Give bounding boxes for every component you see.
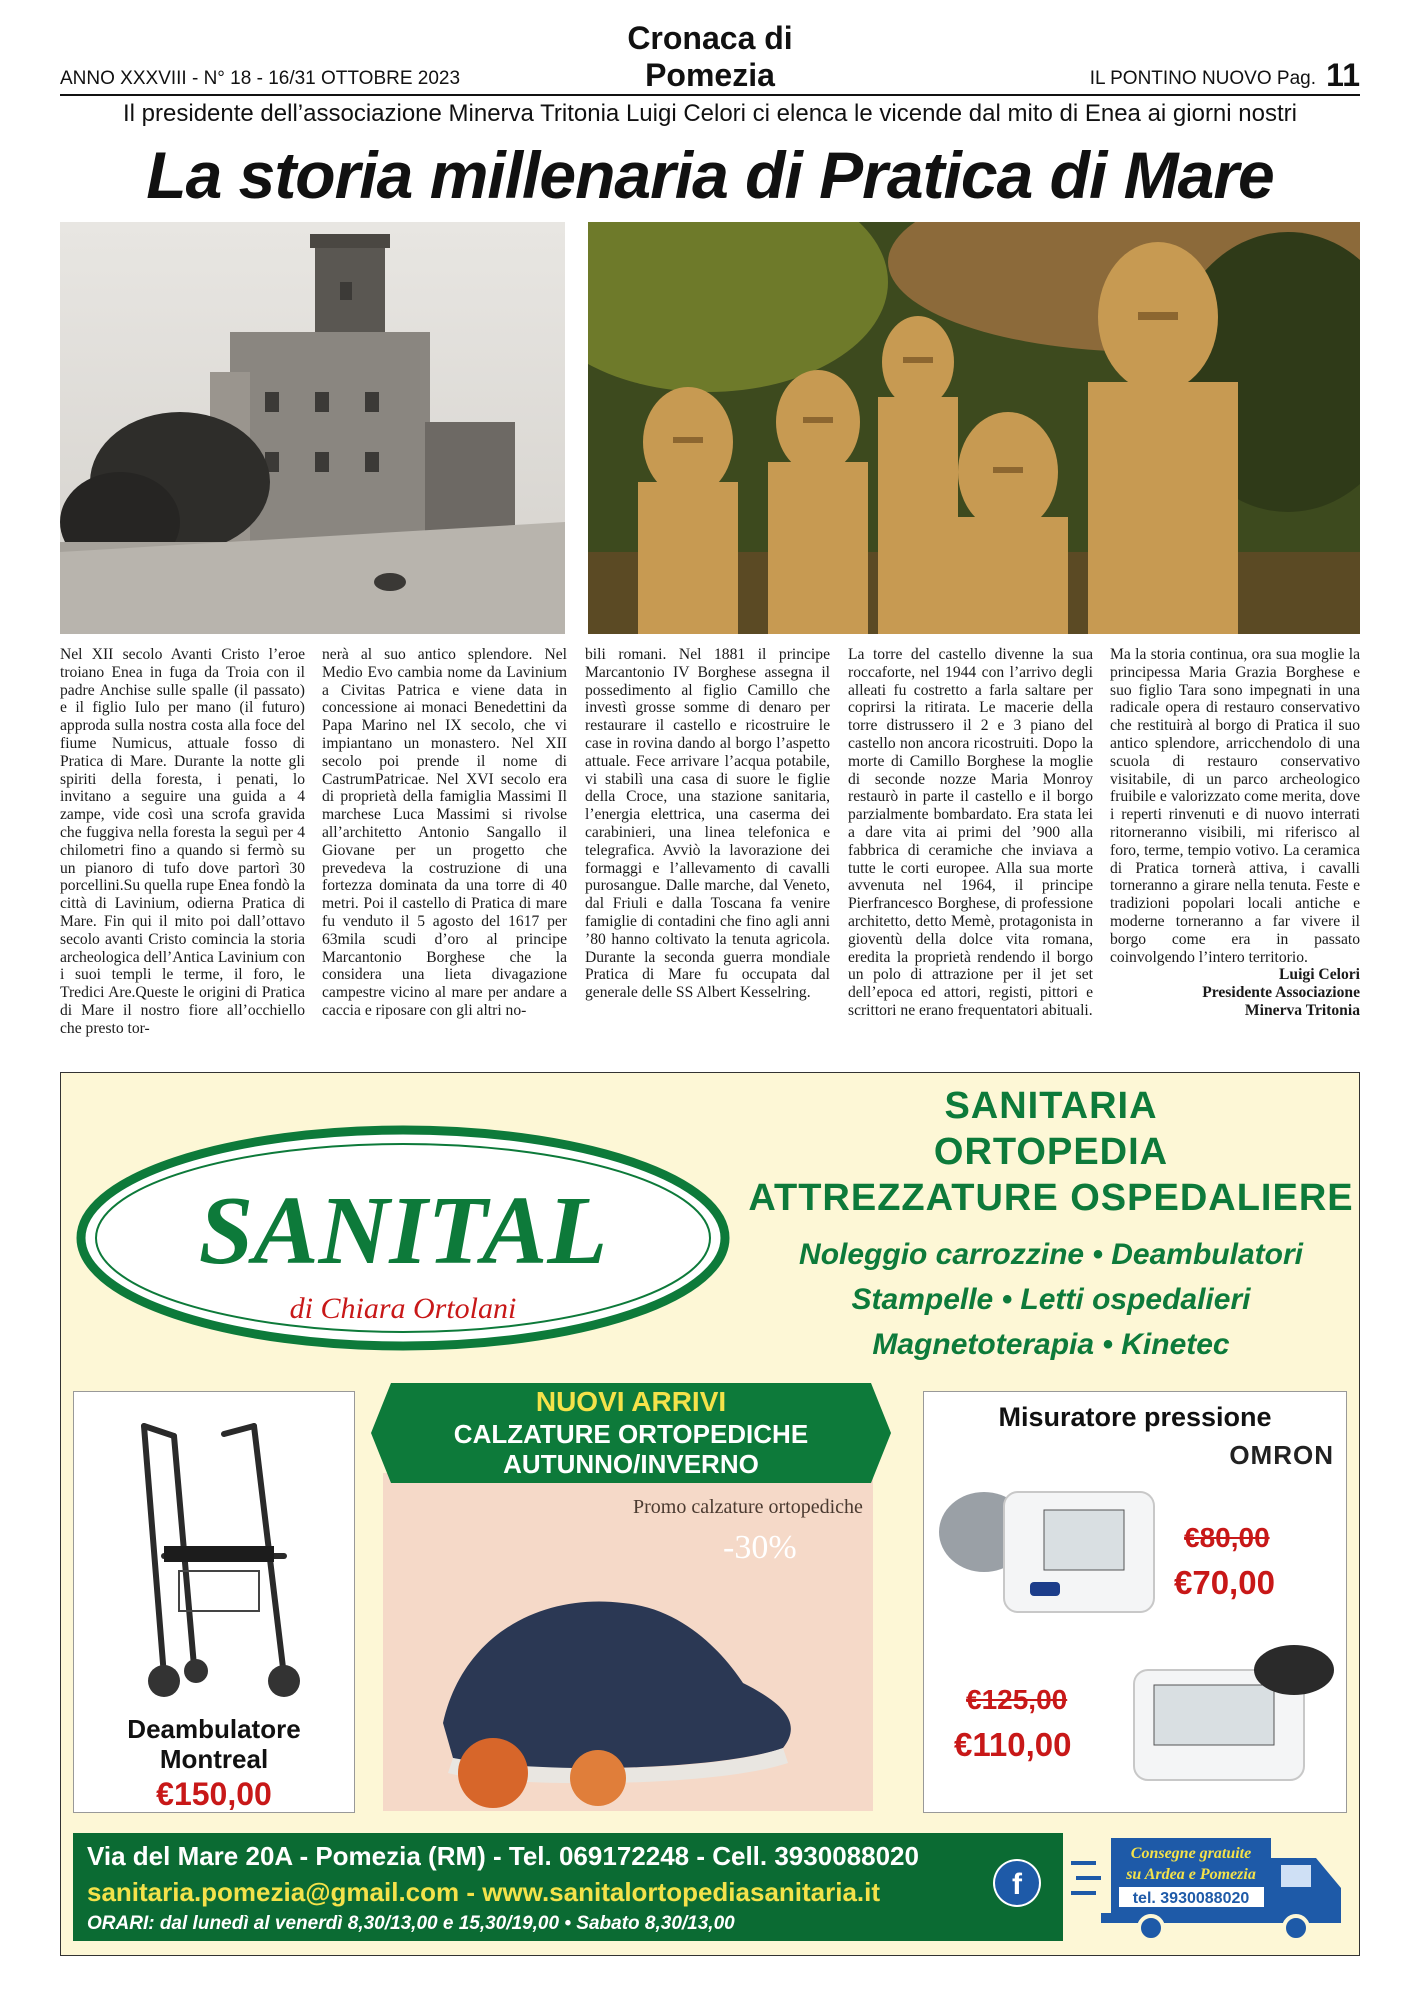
article-column-2 [322, 646, 567, 1058]
opening-hours: ORARI: dal lunedì al venerdì 8,30/13,00 e 15,30/19,00 • Sabato 8,30/13,00 [87, 1913, 735, 1934]
bp-new-price-2: €110,00 [954, 1726, 1072, 1763]
sanital-advertisement [60, 1072, 1360, 1956]
walker-name-line: Deambulatore [127, 1714, 301, 1744]
walker-product-box [73, 1391, 355, 1813]
svg-text:f: f [1012, 1868, 1022, 1901]
address: Via del Mare 20A - Pomezia (RM) - Tel. 069172248 - Cell. 3930088020 [87, 1841, 919, 1871]
paper-name: IL PONTINO NUOVO Pag. [1089, 68, 1316, 89]
logo-subtitle: di Chiara Ortolani [289, 1292, 517, 1325]
logo-text: SANITAL [198, 1177, 608, 1285]
bp-title: Misuratore pressione [998, 1402, 1272, 1432]
page-number: 11 [1326, 57, 1360, 93]
article-column-4 [848, 646, 1093, 1058]
article-column-5 [1110, 646, 1360, 1058]
banner-line: CALZATURE ORTOPEDICHE [453, 1419, 809, 1449]
walker-name [74, 1714, 354, 1774]
service-line: Magnetoterapia • Kinetec [872, 1328, 1230, 1361]
delivery-line: su Ardea e Pomezia [1126, 1866, 1256, 1883]
promo-label: Promo calzature ortopediche [633, 1496, 863, 1518]
sanital-logo [73, 1123, 733, 1353]
shoe-banner [361, 1373, 901, 1493]
shoe-image [383, 1473, 873, 1811]
category-sanitaria: SANITARIA [944, 1085, 1158, 1127]
article-text: Ma la storia continua, ora sua moglie la principessa Maria Grazia Borghese e suo figlio Tara sono impegnati in una radicale opera di restauro conservativo che restituirà al borgo di Pratica il suo antico splendore, arricchendolo di una scuola di restauro conservativo visitabile, di un parco archeologico fruibile e valorizzato come merita, dove i reperti rinvenuti e di nuovo interrati ritorneranno visibili, mi riferisco al foro, terme, tempio votivo. La ceramica di Pratica tornerà attiva, i cavalli torneranno a girare nella tenuta. Feste e tradizioni popolari locali antiche e moderne torneranno a far vivere il borgo come era in passato coinvolgendo l’intero territorio. [1110, 646, 1360, 966]
discount-label: -30% [723, 1529, 797, 1566]
walker-name-line: Montreal [159, 1744, 269, 1774]
bp-brand: OMRON [1229, 1440, 1334, 1470]
article-column-3 [585, 646, 830, 1058]
bp-old-price-2: €125,00 [966, 1684, 1068, 1715]
issue-info: ANNO XXXVIII - N° 18 - 16/31 OTTOBRE 2023 [60, 68, 461, 89]
statues-photo [588, 222, 1360, 634]
walker-price: €150,00 [156, 1776, 272, 1812]
masthead [60, 20, 1360, 96]
service-line: Noleggio carrozzine • Deambulatori [799, 1238, 1303, 1271]
facebook-icon[interactable] [993, 1859, 1041, 1907]
email-and-website[interactable]: sanitaria.pomezia@gmail.com - www.sanitalortopediasanitaria.it [87, 1877, 881, 1907]
article-text: bili romani. Nel 1881 il principe Marcantonio IV Borghese assegna il possedimento al figlio Camillo che investì grosse somme di denaro per restaurare il castello e ricostruire le case in rovina dando al borgo l’aspetto attuale. Fece arrivare l’acqua potabile, vi stabilì una casa di suore le figlie della Croce, una stazione sanitaria, l’energia elettrica, una caserma dei carabinieri, una linea telefonica e telegrafica. Avviò la lavorazione dei formaggi e l’allevamento di cavalli purosangue. Dalle marche, dal Veneto, dal Friuli e dalla Toscana fa venire famiglie di contadini che fino agli anni ’80 hanno coltivato la tenuta agricola. Durante la seconda guerra mondiale Pratica di Mare fu occupata dal generale delle SS Albert Kesselring. [585, 646, 830, 1002]
section-title: Cronaca di Pomezia [627, 20, 793, 93]
article-text: La torre del castello divenne la sua roccaforte, nel 1944 con l’arrivo degli alleati fu costretto a farla saltare per coprirsi la ritirata. Le macerie della torre distrussero il 2 e 3 piano del castello non ancora ricostruiti. Dopo la morte di Camillo Borghese la moglie di seconde nozze Maria Monroy restaurò in parte il castello e il borgo parzialmente bombardato. Era stata lei a dare vita ai primi del ’900 alla fabbrica di ceramiche che inviava a tutte le corti europee. Alla sua morte avvenuta nel 1964, il principe Pierfrancesco Borghese, di professione architetto, detto Memè, protagonista in gioventù della dolce vita romana, eredita la proprietà rendendo il borgo un polo di attrazione per il jet set dell’epoca ed attori, registi, pittori e scrittori ne erano frequentatori abituali. [848, 646, 1093, 1019]
banner-title: NUOVI ARRIVI [535, 1386, 727, 1417]
article-text: Nel XII secolo Avanti Cristo l’eroe troiano Enea in fuga da Troia con il padre Anchise sulle spalle (il passato) e il figlio Iulo per mano (il futuro) approda sulla nostra costa alla foce del fiume Numicus, attuale fosso di Pratica di Mare. Durante la notte gli spiriti della foresta, i penati, lo invitano a seguire una guida a 4 zampe, vide così una scrofa gravida che fuggiva nella foresta la seguì per 4 chilometri fino a quando si fermò su un pianoro di tufo dove partorì 30 porcellini.Su quella rupe Enea fondò la città di Lavinium, odierna Pratica di Mare. Fin qui il mito poi dall’ottavo secolo avanti Cristo comincia la storia archeologica dell’Antica Lavinium con i suoi templi le terme, il foro, le Tredici Are.Queste le origini di Pratica di Mare il nostro fiore all’occhiello che presto tor- [60, 646, 305, 1037]
category-ortopedia: ORTOPEDIA [933, 1131, 1169, 1173]
article-column-1 [60, 646, 305, 1058]
shoes-product-box [383, 1473, 873, 1811]
signature-name: Luigi Celori [1279, 966, 1360, 984]
kicker: Il presidente dell’associazione Minerva Tritonia Luigi Celori ci elenca le vicende dal mito di Enea ai giorni nostri [123, 100, 1297, 127]
banner-line: AUTUNNO/INVERNO [503, 1449, 759, 1479]
free-delivery-truck [1071, 1833, 1351, 1943]
contact-bar [73, 1833, 1063, 1941]
bp-old-price-1: €80,00 [1184, 1522, 1270, 1553]
article-text: nerà al suo antico splendore. Nel Medio Evo cambia nome da Lavinium a Civitas Patrica e viene data in concessione ai monaci Benedettini da Papa Marino nel IX secolo, che vi impiantano un monastero. Nel XII secolo poi prende il nome di CastrumPatricae. Nel XVI secolo era di proprietà della famiglia Massimi Il marchese Luca Massimi si rivolse all’architetto Antonio Sangallo il Giovane per un progetto che prevedeva la costruzione di una fortezza dominata da una torre di 40 metri. Poi il castello di Pratica di mare fu venduto il 5 agosto del 1617 per 63mila scudi d’oro al principe Marcantonio Borghese che la considera una lieta divagazione campestre vicino al mare per andare a caccia e riposare con gli altri no- [322, 646, 567, 1019]
headline: La storia millenaria di Pratica di Mare [146, 138, 1274, 212]
delivery-line: Consegne gratuite [1130, 1845, 1252, 1862]
bp-monitor-image [1124, 1640, 1336, 1800]
service-line: Stampelle • Letti ospedalieri [851, 1283, 1251, 1316]
bp-monitor-box [923, 1391, 1347, 1813]
bp-monitor-image [934, 1472, 1164, 1622]
category-attrezzature: ATTREZZATURE OSPEDALIERE [748, 1177, 1354, 1219]
signature-role: Presidente Associazione [1202, 984, 1360, 1002]
walker-image [104, 1406, 324, 1706]
signature-org: Minerva Tritonia [1244, 1001, 1360, 1019]
castle-photo [60, 222, 565, 634]
delivery-phone: tel. 3930088020 [1132, 1890, 1250, 1907]
bp-new-price-1: €70,00 [1174, 1564, 1275, 1601]
